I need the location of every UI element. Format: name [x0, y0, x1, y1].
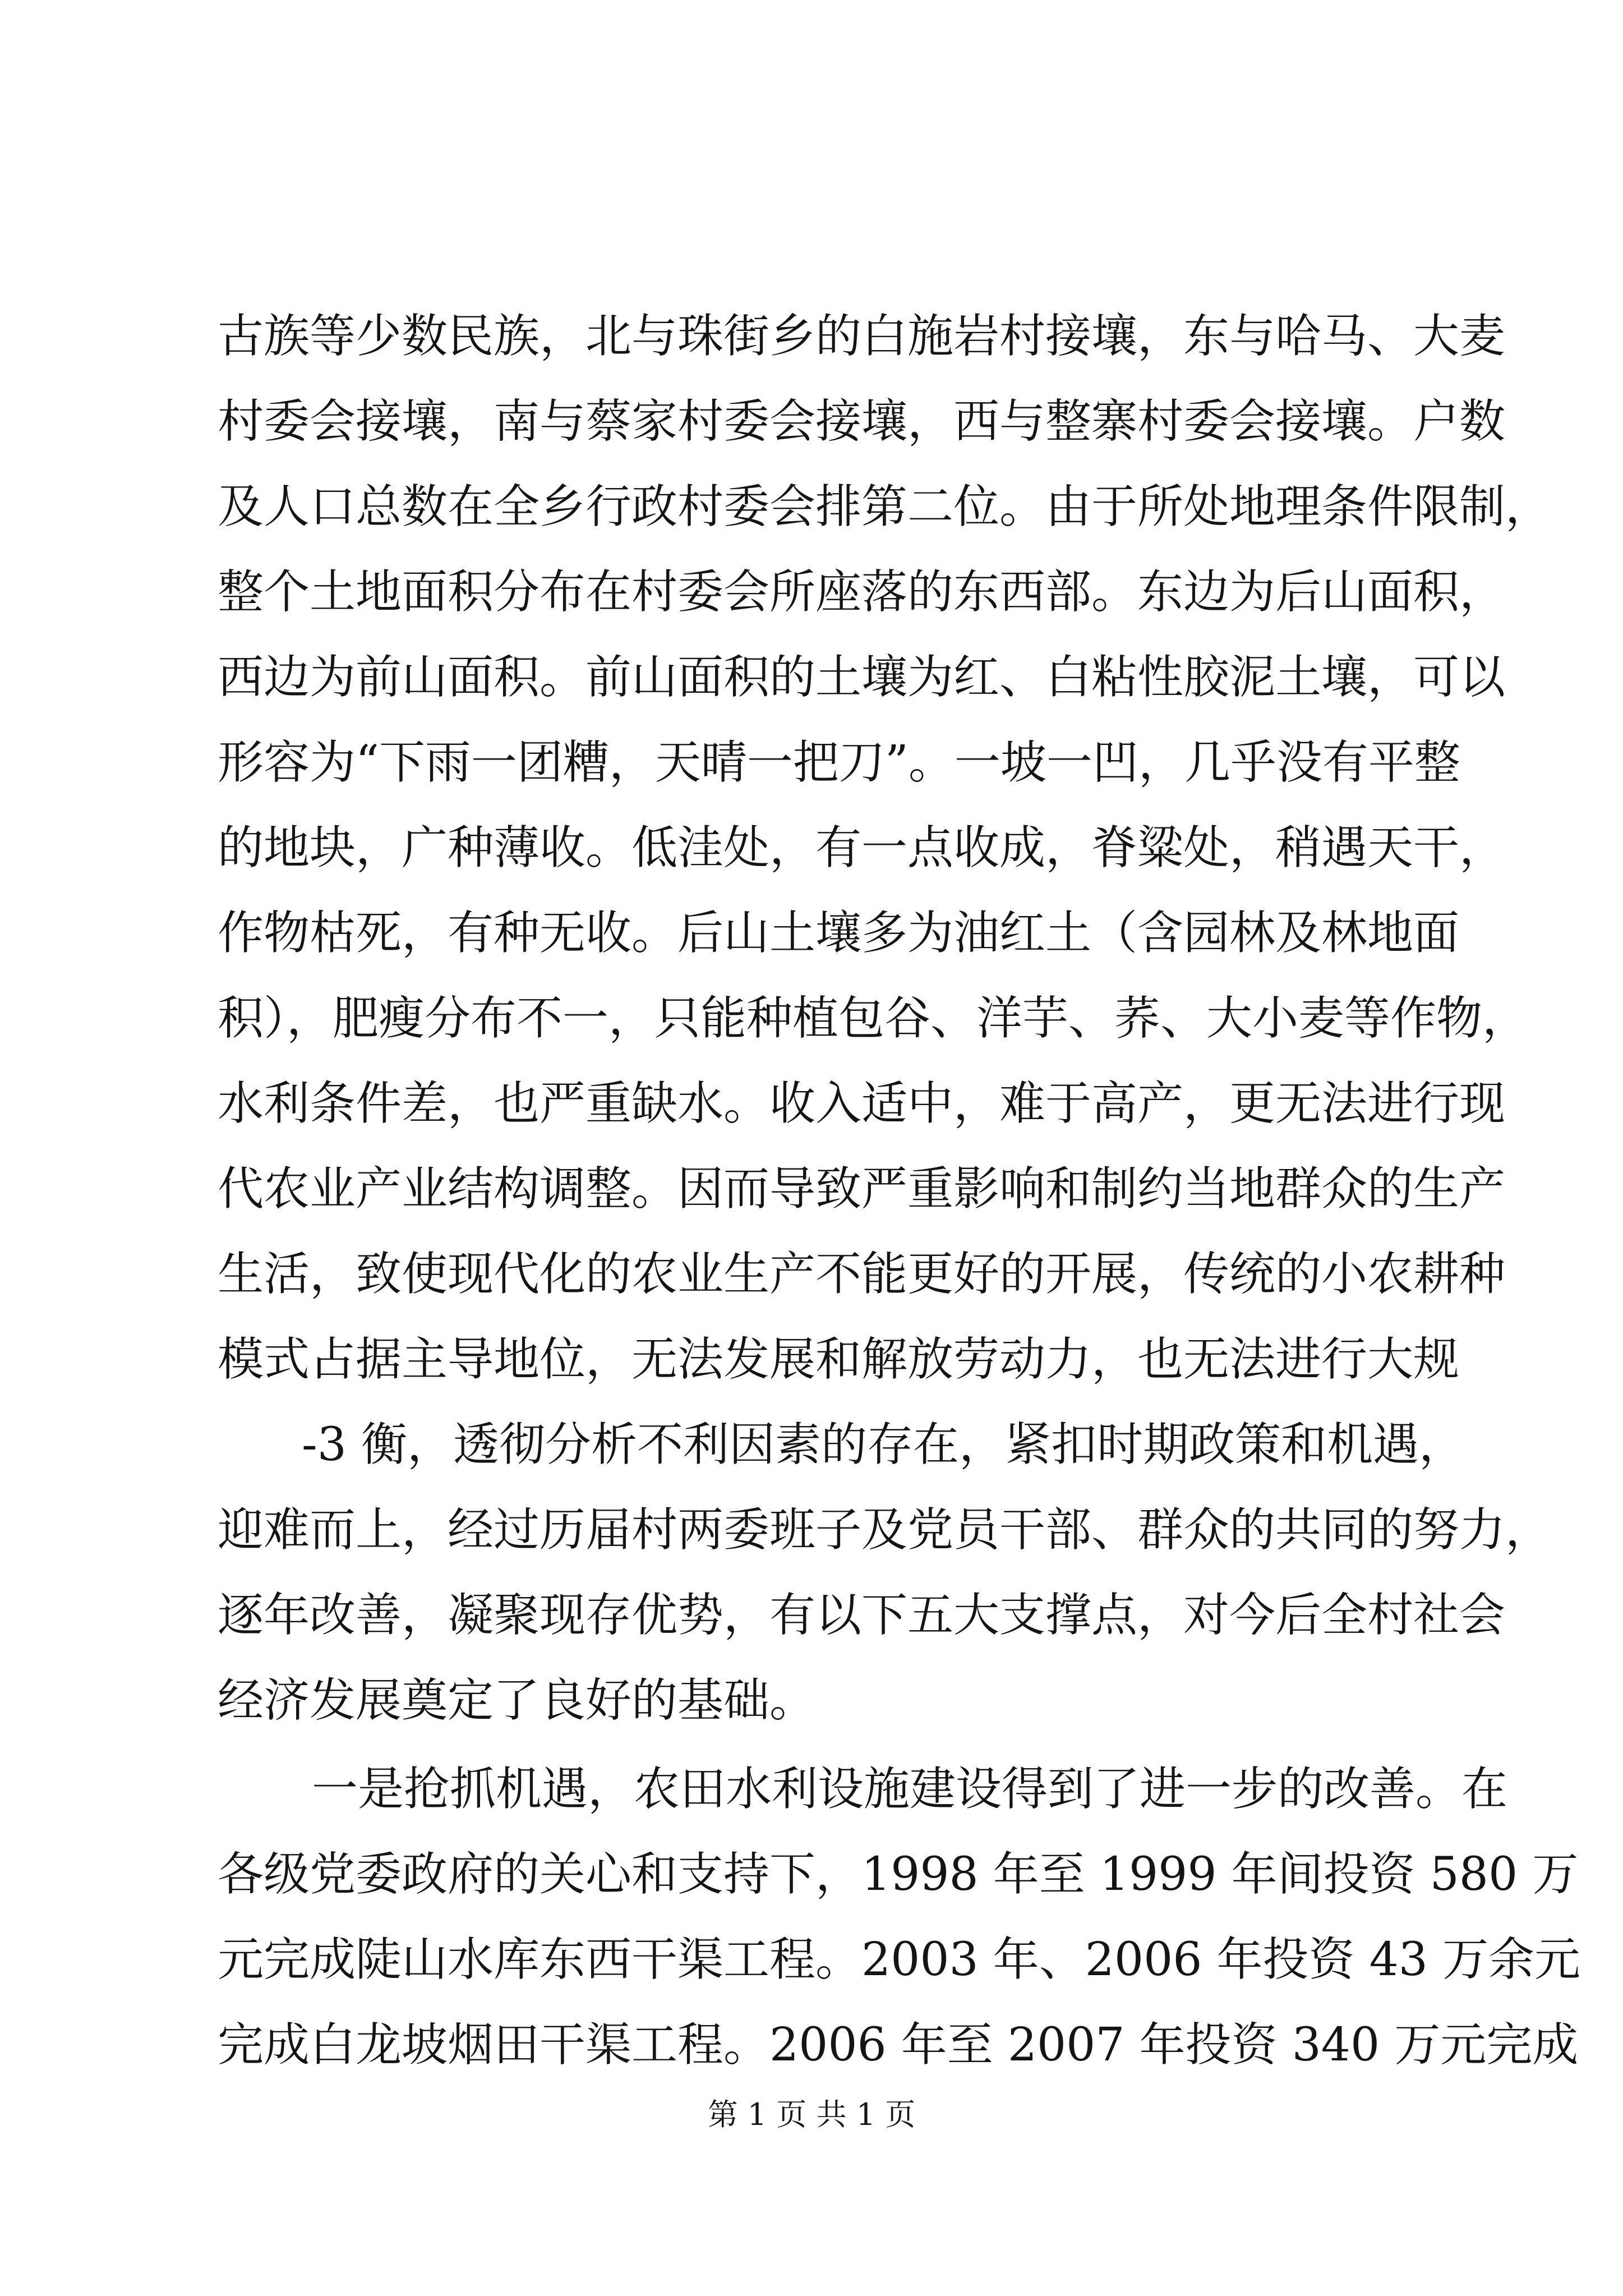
text-line: 西边为前山面积。前山面积的土壤为红、白粘性胶泥土壤，可以 — [218, 651, 1506, 704]
text-line: 经济发展奠定了良好的基础。 — [218, 1674, 816, 1727]
text-line: 作物枯死，有种无收。后山土壤多为油红土（含园林及林地面 — [218, 907, 1460, 960]
text-line: 各级党委政府的关心和支持下，1998 年至 1999 年间投资 580 万 — [218, 1848, 1579, 1901]
text-line: 一是抢抓机遇，农田水利设施建设得到了进一步的改善。在 — [312, 1763, 1508, 1816]
text-line: -3 衡，透彻分析不利因素的存在，紧扣时期政策和机遇， — [302, 1418, 1465, 1471]
text-line: 迎难而上，经过历届村两委班子及党员干部、群众的共同的努力， — [218, 1503, 1552, 1557]
text-line: 形容为“下雨一团糟，天晴一把刀”。一坡一凹，几乎没有平整 — [218, 736, 1460, 789]
text-line: 古族等少数民族，北与珠街乡的白施岩村接壤，东与哈马、大麦 — [218, 310, 1506, 363]
text-line: 生活，致使现代化的农业生产不能更好的开展，传统的小农耕种 — [218, 1248, 1506, 1301]
text-line: 代农业产业结构调整。因而导致严重影响和制约当地群众的生产 — [218, 1162, 1506, 1216]
text-line: 模式占据主导地位，无法发展和解放劳动力，也无法进行大规 — [218, 1333, 1460, 1386]
text-line: 及人口总数在全乡行政村委会排第二位。由于所处地理条件限制， — [218, 480, 1552, 533]
page-footer: 第 1 页 共 1 页 — [707, 2097, 916, 2132]
text-line: 的地块，广种薄收。低洼处，有一点收成，脊粱处，稍遇天干， — [218, 821, 1506, 875]
text-line: 逐年改善，凝聚现存优势，有以下五大支撑点，对今后全村社会 — [218, 1589, 1506, 1642]
text-line: 水利条件差，也严重缺水。收入适中，难于高产，更无法进行现 — [218, 1077, 1506, 1130]
text-line: 元完成陡山水库东西干渠工程。2003 年、2006 年投资 43 万余元 — [218, 1933, 1580, 1986]
text-line: 整个土地面积分布在村委会所座落的东西部。东边为后山面积， — [218, 565, 1506, 619]
text-line: 村委会接壤，南与蔡家村委会接壤，西与整寨村委会接壤。户数 — [218, 395, 1506, 448]
text-line: 积），肥瘦分布不一，只能种植包谷、洋芋、荞、大小麦等作物， — [218, 992, 1529, 1045]
text-line: 完成白龙坡烟田干渠工程。2006 年至 2007 年投资 340 万元完成 — [218, 2018, 1579, 2072]
